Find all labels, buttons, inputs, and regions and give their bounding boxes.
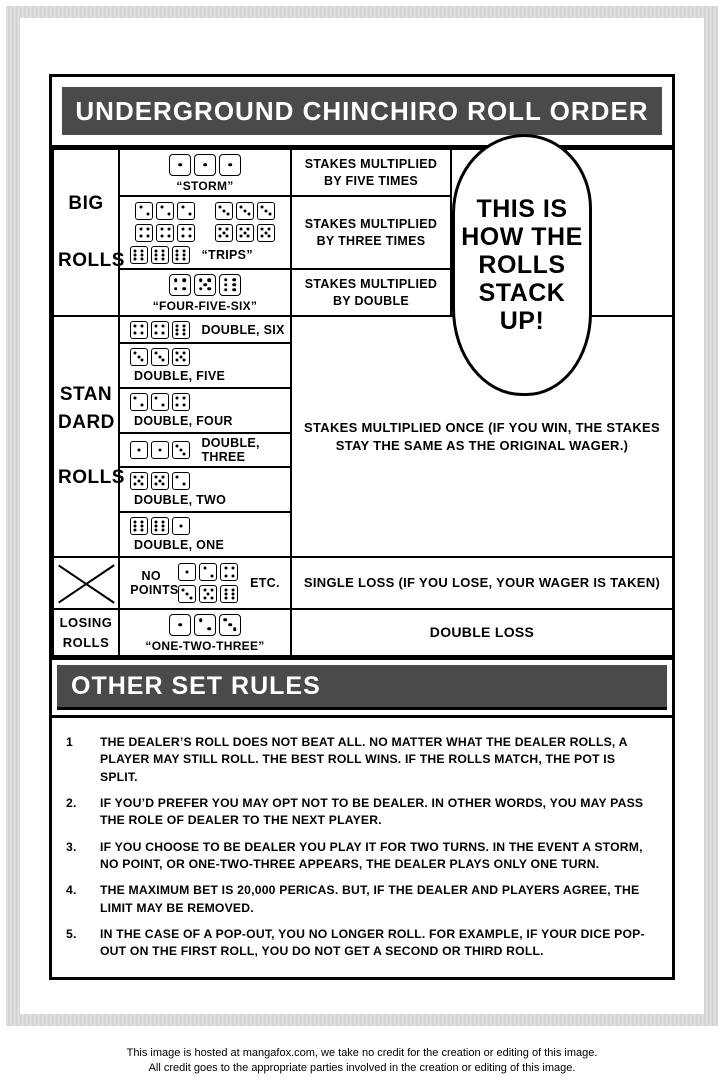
losing-label-line2: ROLLS: [62, 634, 110, 650]
big-rolls-label-line2: ROLLS: [58, 249, 125, 271]
trips-dice-cell: [119, 196, 291, 269]
rule-number: 3.: [66, 839, 77, 854]
hosting-credit: [0, 1046, 724, 1076]
die-1: [169, 154, 191, 176]
dice-row-trips-1: [124, 200, 286, 221]
storm-desc: STAKES MULTIPLIED BY FIVE TIMES: [291, 149, 451, 196]
list-item: [66, 882, 654, 917]
die-1: [151, 441, 169, 459]
rule-text: IF YOU’D PREFER YOU MAY OPT NOT TO BE DEALER. IN OTHER WORDS, YOU MAY PASS THE ROLE OF DEALER TO THE NEXT PLAYER.: [100, 795, 644, 828]
storm-caption: “STORM”: [176, 179, 234, 193]
double-one-cell: [119, 512, 291, 557]
dice-group-trip-6: [128, 244, 191, 265]
die-2: [135, 202, 153, 220]
rule-text: IN THE CASE OF A POP-OUT, YOU NO LONGER ROLL. FOR EXAMPLE, IF YOUR DICE POP-OUT ON THE FIRST ROLL, YOU DO NOT GET A SECOND OR THIRD ROLL.: [100, 926, 645, 959]
losing-rolls-label: [53, 609, 119, 656]
dice-group-double-one: [128, 515, 191, 536]
die-3: [151, 348, 169, 366]
rule-number: 1: [66, 735, 73, 749]
big-rolls-label: [53, 149, 125, 316]
dice-group-no-points: [177, 561, 240, 606]
list-item: [66, 926, 654, 961]
dice-row-nopoints-2: [177, 584, 240, 605]
rule-number: 5.: [66, 926, 77, 941]
one-two-three-caption: “ONE-TWO-THREE”: [145, 639, 265, 653]
die-6: [172, 246, 190, 264]
rule-text: THE DEALER’S ROLL DOES NOT BEAT ALL. NO MATTER WHAT THE DEALER ROLLS, A PLAYER MAY STILL ROLL. THE BEST ROLL WINS. IF THE ROLLS MATCH, THE POT IS SPLIT.: [100, 735, 628, 784]
die-5: [199, 585, 217, 603]
double-five-cell: [119, 343, 291, 388]
dice-group-one-two-three: [168, 612, 243, 637]
dice-group-double-four: [128, 391, 191, 412]
standard-rolls-label: [53, 316, 125, 557]
double-six-cell: [119, 316, 291, 343]
dice-row-trips-2: [124, 222, 286, 243]
other-rules-list: [52, 718, 672, 978]
die-1: [178, 563, 196, 581]
dice-row-trips-3: [124, 244, 286, 265]
die-1: [194, 154, 216, 176]
die-5: [194, 274, 216, 296]
rule-number: 2.: [66, 795, 77, 810]
four-five-six-desc: STAKES MULTIPLIED BY DOUBLE: [291, 269, 451, 316]
die-5: [151, 472, 169, 490]
cross-out-icon: [54, 558, 118, 608]
double-two-label: DOUBLE, TWO: [134, 492, 227, 507]
die-2: [156, 202, 174, 220]
storm-dice-cell: [119, 149, 291, 196]
speech-balloon-text: THIS IS HOW THE ROLLS STACK UP!: [461, 195, 583, 335]
die-5: [236, 224, 254, 242]
rule-text: IF YOU CHOOSE TO BE DEALER YOU PLAY IT FOR TWO TURNS. IN THE EVENT A STORM, NO POINT, OR ONE-TWO-THREE APPEARS, THE DEALER PLAYS ONLY ONE TURN.: [100, 839, 643, 871]
die-5: [130, 472, 148, 490]
list-item: [66, 839, 654, 874]
die-4: [177, 224, 195, 242]
standard-desc: STAKES MULTIPLIED ONCE (IF YOU WIN, THE STAKES STAY THE SAME AS THE ORIGINAL WAGER.): [291, 316, 673, 557]
list-item: [66, 795, 654, 830]
die-6: [172, 321, 190, 339]
die-4: [151, 321, 169, 339]
trips-caption: “TRIPS”: [201, 247, 253, 262]
chart-title: UNDERGROUND CHINCHIRO ROLL ORDER: [62, 87, 662, 135]
list-item: [66, 734, 654, 786]
die-3: [236, 202, 254, 220]
die-2: [177, 202, 195, 220]
double-four-label: DOUBLE, FOUR: [134, 413, 233, 428]
table-row-one-two-three: [53, 609, 673, 656]
die-2: [130, 393, 148, 411]
trips-desc: STAKES MULTIPLIED BY THREE TIMES: [291, 196, 451, 269]
die-1: [172, 517, 190, 535]
speech-balloon: [452, 134, 592, 396]
die-2: [199, 563, 217, 581]
standard-label-line3: ROLLS: [58, 466, 125, 488]
other-rules-heading: OTHER SET RULES: [57, 665, 667, 710]
double-two-cell: [119, 467, 291, 512]
no-points-desc: SINGLE LOSS (IF YOU LOSE, YOUR WAGER IS TAKEN): [291, 557, 673, 609]
standard-label-line1: STAN: [59, 383, 113, 405]
losing-x-cell: [53, 557, 119, 609]
die-4: [156, 224, 174, 242]
die-4: [130, 321, 148, 339]
rule-text: THE MAXIMUM BET IS 20,000 PERICAS. BUT, IF THE DEALER AND PLAYERS AGREE, THE LIMIT MAY BE REMOVED.: [100, 883, 640, 915]
chart-title-banner-wrap: [52, 77, 672, 148]
double-four-cell: [119, 388, 291, 433]
dice-group-double-two: [128, 470, 191, 491]
die-4: [220, 563, 238, 581]
die-4: [172, 393, 190, 411]
die-4: [135, 224, 153, 242]
dice-group-double-three: [128, 440, 191, 461]
die-4: [169, 274, 191, 296]
no-points-label: NO POINTS: [130, 569, 179, 597]
die-5: [257, 224, 275, 242]
die-6: [219, 274, 241, 296]
dice-group-double-six: [128, 319, 191, 340]
other-rules-banner-wrap: [52, 657, 672, 718]
die-5: [215, 224, 233, 242]
dice-group-trip-5: [213, 222, 276, 243]
double-five-label: DOUBLE, FIVE: [134, 368, 226, 383]
one-two-three-cell: [119, 609, 291, 656]
double-six-label: DOUBLE, SIX: [201, 322, 285, 337]
die-3: [178, 585, 196, 603]
die-1: [219, 154, 241, 176]
die-3: [172, 441, 190, 459]
die-1: [169, 614, 191, 636]
die-6: [151, 246, 169, 264]
credit-line-1: This image is hosted at mangafox.com, we take no credit for the creation or editing of this image.: [126, 1047, 598, 1059]
credit-line-2: All credit goes to the appropriate parties involved in the creation or editing of this image.: [148, 1061, 576, 1074]
double-three-cell: [119, 433, 291, 467]
double-three-label: DOUBLE, THREE: [201, 436, 260, 464]
die-6: [151, 517, 169, 535]
dice-group-trip-2: [134, 200, 197, 221]
standard-label-line2: DARD: [58, 412, 115, 434]
dice-row-nopoints-1: [177, 562, 240, 583]
dice-group-double-five: [128, 346, 191, 367]
dice-group-trip-3: [213, 200, 276, 221]
four-five-six-caption: “FOUR-FIVE-SIX”: [152, 299, 258, 313]
table-row-no-points: [53, 557, 673, 609]
die-3: [257, 202, 275, 220]
etc-label: ETC.: [250, 576, 280, 590]
losing-label-line1: LOSING: [59, 615, 113, 630]
four-five-six-dice-cell: [119, 269, 291, 316]
dice-group-storm: [168, 152, 243, 177]
die-6: [220, 585, 238, 603]
dice-group-trip-4: [134, 222, 197, 243]
one-two-three-desc: DOUBLE LOSS: [291, 609, 673, 656]
no-points-cell: [119, 557, 291, 609]
die-3: [130, 348, 148, 366]
die-3: [219, 614, 241, 636]
double-one-label: DOUBLE, ONE: [134, 537, 225, 552]
die-2: [172, 472, 190, 490]
die-3: [215, 202, 233, 220]
die-2: [151, 393, 169, 411]
die-1: [130, 441, 148, 459]
die-2: [194, 614, 216, 636]
die-6: [130, 517, 148, 535]
die-5: [172, 348, 190, 366]
big-rolls-label-line1: BIG: [68, 193, 104, 214]
dice-group-four-five-six: [168, 272, 243, 297]
die-6: [130, 246, 148, 264]
rule-number: 4.: [66, 883, 77, 898]
